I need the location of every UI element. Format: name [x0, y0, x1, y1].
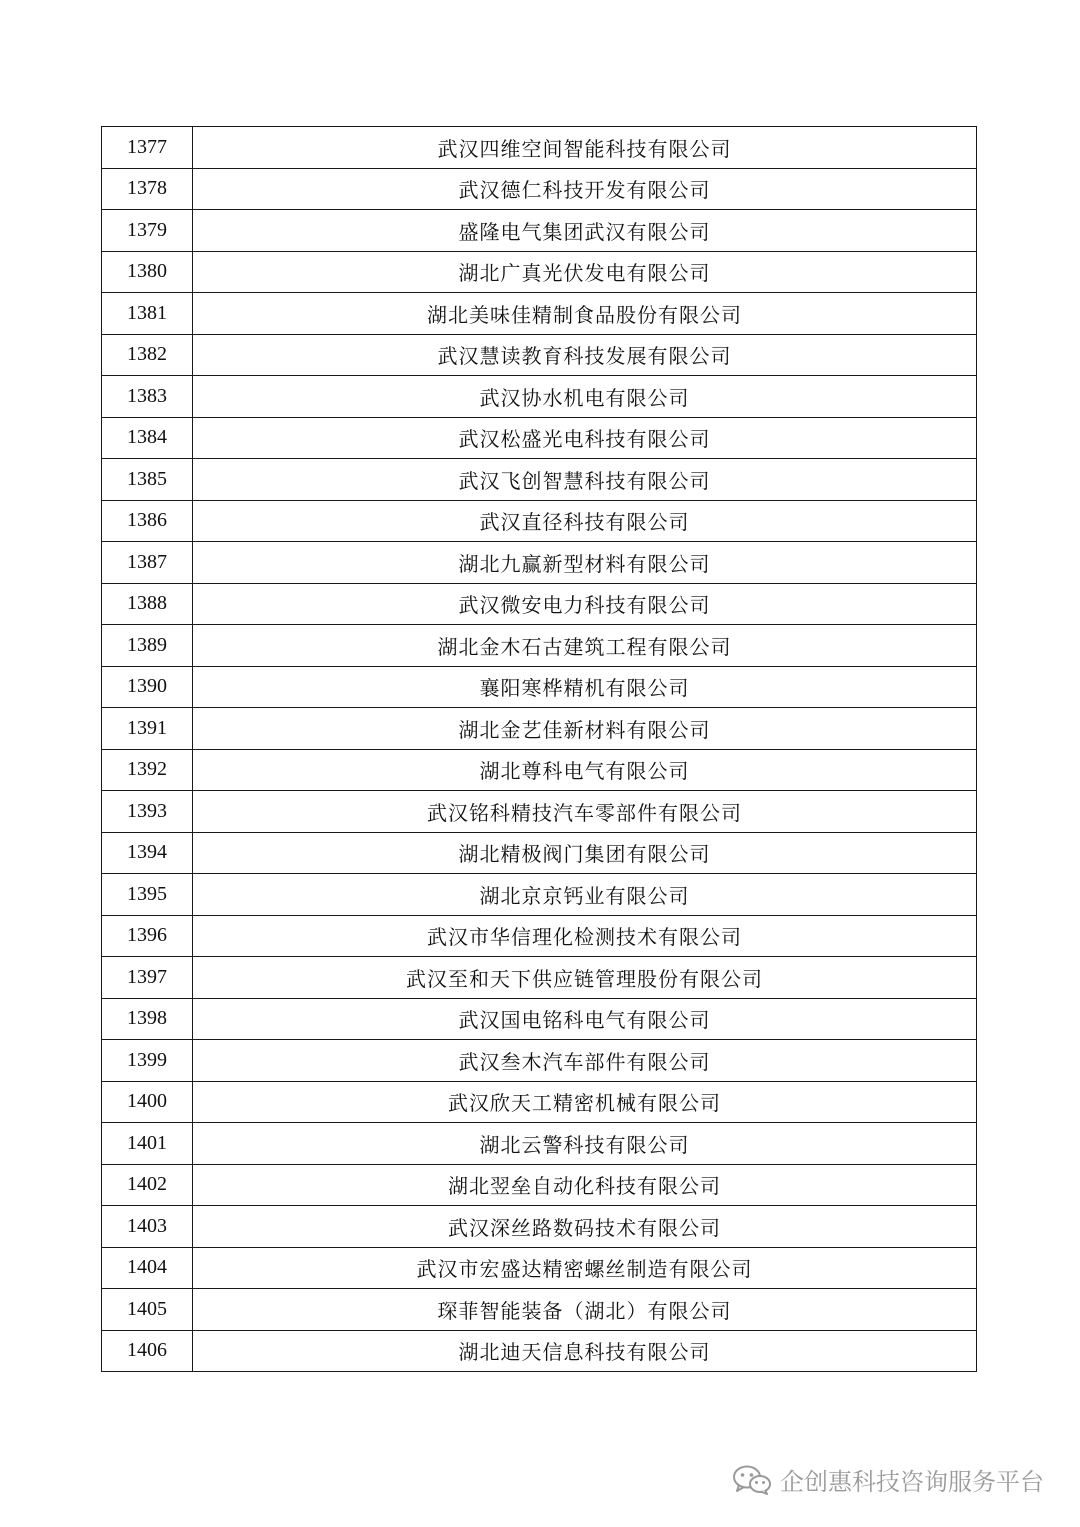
- table-row: [102, 915, 977, 957]
- company-name: 湖北迪天信息科技有限公司: [193, 1330, 977, 1372]
- table-row: [102, 708, 977, 750]
- company-name: 武汉慧读教育科技发展有限公司: [193, 334, 977, 376]
- company-name: 武汉叁木汽车部件有限公司: [193, 1040, 977, 1082]
- company-name: 湖北尊科电气有限公司: [193, 749, 977, 791]
- table-row: [102, 583, 977, 625]
- table-row: [102, 459, 977, 501]
- table-row: [102, 749, 977, 791]
- row-number: 1393: [102, 791, 193, 833]
- row-number: 1395: [102, 874, 193, 916]
- company-name: 武汉协水机电有限公司: [193, 376, 977, 418]
- row-number: 1403: [102, 1206, 193, 1248]
- row-number: 1381: [102, 293, 193, 335]
- table-row: [102, 998, 977, 1040]
- company-name: 湖北九赢新型材料有限公司: [193, 542, 977, 584]
- row-number: 1388: [102, 583, 193, 625]
- table-row: [102, 334, 977, 376]
- company-name: 武汉微安电力科技有限公司: [193, 583, 977, 625]
- row-number: 1386: [102, 500, 193, 542]
- row-number: 1380: [102, 251, 193, 293]
- table-row: [102, 210, 977, 252]
- row-number: 1398: [102, 998, 193, 1040]
- row-number: 1406: [102, 1330, 193, 1372]
- table-row: [102, 1247, 977, 1289]
- table-row: [102, 376, 977, 418]
- table-row: [102, 666, 977, 708]
- company-name: 湖北金木石古建筑工程有限公司: [193, 625, 977, 667]
- table-row: [102, 417, 977, 459]
- wechat-icon: [732, 1464, 772, 1496]
- table-row: [102, 1330, 977, 1372]
- company-name: 武汉铭科精技汽车零部件有限公司: [193, 791, 977, 833]
- company-name: 襄阳寒桦精机有限公司: [193, 666, 977, 708]
- company-name: 湖北云警科技有限公司: [193, 1123, 977, 1165]
- company-name: 武汉至和天下供应链管理股份有限公司: [193, 957, 977, 999]
- company-name: 湖北翌垒自动化科技有限公司: [193, 1164, 977, 1206]
- table-row: [102, 1164, 977, 1206]
- company-name: 武汉欣天工精密机械有限公司: [193, 1081, 977, 1123]
- table-row: [102, 251, 977, 293]
- company-name: 湖北精极阀门集团有限公司: [193, 832, 977, 874]
- row-number: 1389: [102, 625, 193, 667]
- company-name: 湖北金艺佳新材料有限公司: [193, 708, 977, 750]
- row-number: 1394: [102, 832, 193, 874]
- row-number: 1379: [102, 210, 193, 252]
- company-name: 湖北广真光伏发电有限公司: [193, 251, 977, 293]
- row-number: 1392: [102, 749, 193, 791]
- table-row: [102, 874, 977, 916]
- row-number: 1400: [102, 1081, 193, 1123]
- company-name: 武汉国电铭科电气有限公司: [193, 998, 977, 1040]
- table-row: [102, 1123, 977, 1165]
- row-number: 1387: [102, 542, 193, 584]
- table-row: [102, 957, 977, 999]
- table-row: [102, 127, 977, 169]
- table-row: [102, 1081, 977, 1123]
- row-number: 1397: [102, 957, 193, 999]
- table-row: [102, 791, 977, 833]
- company-name: 武汉德仁科技开发有限公司: [193, 168, 977, 210]
- row-number: 1390: [102, 666, 193, 708]
- company-name: 武汉松盛光电科技有限公司: [193, 417, 977, 459]
- table-row: [102, 832, 977, 874]
- row-number: 1384: [102, 417, 193, 459]
- table-row: [102, 625, 977, 667]
- watermark: [732, 1462, 1044, 1497]
- row-number: 1391: [102, 708, 193, 750]
- table-row: [102, 1289, 977, 1331]
- row-number: 1404: [102, 1247, 193, 1289]
- company-name: 湖北京京钙业有限公司: [193, 874, 977, 916]
- row-number: 1402: [102, 1164, 193, 1206]
- company-name: 盛隆电气集团武汉有限公司: [193, 210, 977, 252]
- row-number: 1377: [102, 127, 193, 169]
- row-number: 1385: [102, 459, 193, 501]
- company-name: 武汉四维空间智能科技有限公司: [193, 127, 977, 169]
- table-row: [102, 1206, 977, 1248]
- company-name: 武汉市宏盛达精密螺丝制造有限公司: [193, 1247, 977, 1289]
- row-number: 1383: [102, 376, 193, 418]
- table-row: [102, 1040, 977, 1082]
- company-name: 琛菲智能装备（湖北）有限公司: [193, 1289, 977, 1331]
- table-row: [102, 168, 977, 210]
- table-row: [102, 500, 977, 542]
- company-name: 武汉飞创智慧科技有限公司: [193, 459, 977, 501]
- row-number: 1399: [102, 1040, 193, 1082]
- row-number: 1401: [102, 1123, 193, 1165]
- company-name: 湖北美味佳精制食品股份有限公司: [193, 293, 977, 335]
- company-name: 武汉深丝路数码技术有限公司: [193, 1206, 977, 1248]
- table-row: [102, 542, 977, 584]
- watermark-text: 企创惠科技咨询服务平台: [780, 1468, 1044, 1496]
- table-body: [102, 127, 977, 1372]
- table-row: [102, 293, 977, 335]
- row-number: 1396: [102, 915, 193, 957]
- row-number: 1382: [102, 334, 193, 376]
- row-number: 1378: [102, 168, 193, 210]
- company-list-table: [101, 126, 977, 1372]
- company-name: 武汉市华信理化检测技术有限公司: [193, 915, 977, 957]
- company-name: 武汉直径科技有限公司: [193, 500, 977, 542]
- row-number: 1405: [102, 1289, 193, 1331]
